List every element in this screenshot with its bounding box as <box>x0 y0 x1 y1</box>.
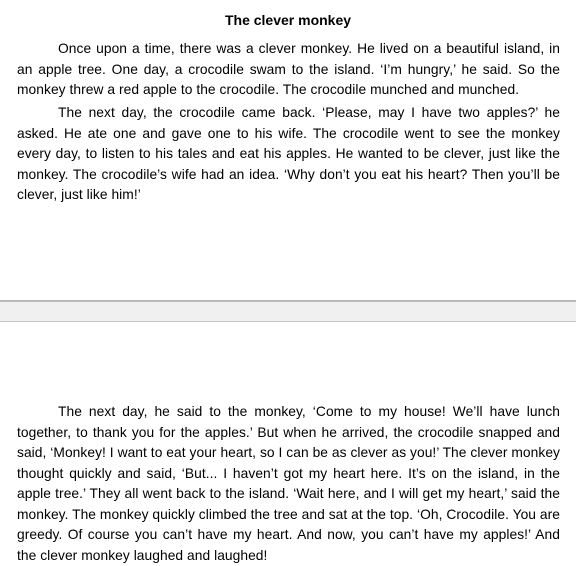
story-title: The clever monkey <box>224 12 352 28</box>
document-page-2 <box>0 322 576 563</box>
paragraph-3: The next day, he said to the monkey, ‘Come to my house! We’ll have lunch together, to thank you for the apples.’ But when he arrived, the crocodile snapped and said, ‘Monkey! I want to eat your heart, so I can be as clever as you!’ The clever monkey thought quickly and said, ‘But... I haven’t got my heart here. It’s on the island, in the apple tree.’ They all went back to the island. ‘Wait here, and I will get my heart,’ said the monkey. The monkey quickly climbed the tree and sat at the top. ‘Oh, Crocodile. You are greedy. Of course you can’t have my heart. And now, you can’t have my apples!’ And the clever monkey laughed and laughed! <box>17 404 560 563</box>
paragraph-2: The next day, the crocodile came back. ‘Please, may I have two apples?’ he asked. He ate one and gave one to his wife. The crocodile went to see the monkey every day, to listen to his tales and eat his apples. He wanted to be clever, just like the monkey. The crocodile’s wife had an idea. ‘Why don’t you eat his heart? Then you’ll be clever, just like him!’ <box>17 105 560 202</box>
paragraph-1: Once upon a time, there was a clever monkey. He lived on a beautiful island, in an apple tree. One day, a crocodile swam to the island. ‘I’m hungry,’ he said. So the monkey threw a red apple to the crocodile. The crocodile munched and munched. <box>17 41 560 97</box>
page-break <box>0 300 576 322</box>
